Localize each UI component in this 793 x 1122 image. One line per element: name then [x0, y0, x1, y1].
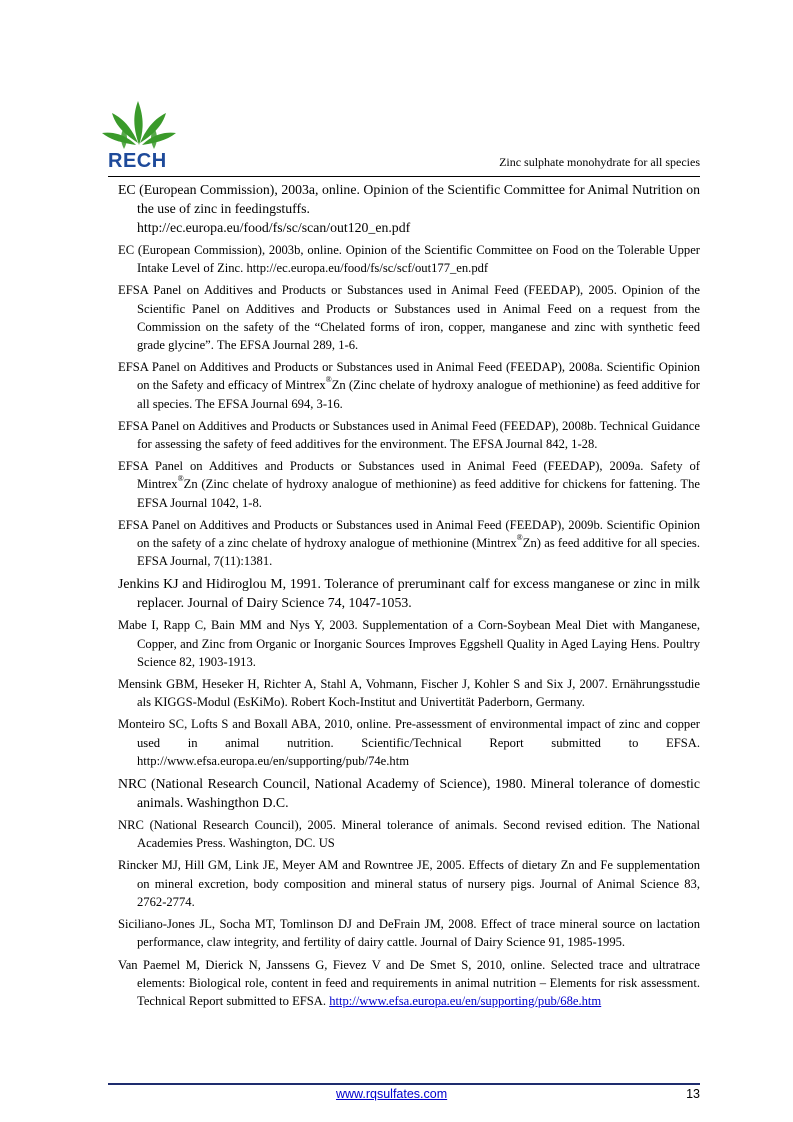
reference-text: Monteiro SC, Lofts S and Boxall ABA, 2010, online. Pre-assessment of environmental impact of zinc and copper used in animal nutrition. Scientific/Technical Report submitted to EFSA. http://www.efsa.europa.eu/en/supporting/pub/74e.htm — [118, 717, 700, 768]
reference-text: Zn (Zinc chelate of hydroxy analogue of methionine) as feed additive for all species. The EFSA Journal 694, 3-16. — [137, 378, 700, 411]
reference-text: Van Paemel M, Dierick N, Janssens G, Fievez V and De Smet S, 2010, online. Selected trace and ultratrace elements: Biological role, content in feed and requirements in animal nutrition – Elements for risk assessment. Technical Report submitted to EFSA. — [118, 957, 700, 1008]
reference-text: Rincker MJ, Hill GM, Link JE, Meyer AM and Rowntree JE, 2005. Effects of dietary Zn and Fe supplementation on mineral excretion, body composition and mineral status of nursery pigs. Journal of Animal Science 83, 2762-2774. — [118, 858, 700, 909]
reference-item — [118, 241, 700, 277]
reference-item — [118, 180, 700, 237]
reference-text: NRC (National Research Council), 2005. Mineral tolerance of animals. Second revised edition. The National Academies Press. Washington, DC. US — [118, 818, 700, 851]
reference-text: EC (European Commission), 2003a, online. Opinion of the Scientific Committee for Animal Nutrition on the use of zinc in feedingstuffs. — [118, 182, 700, 216]
reference-item — [118, 715, 700, 770]
registered-mark: ® — [177, 474, 184, 484]
reference-item — [118, 856, 700, 911]
reference-text: Mabe I, Rapp C, Bain MM and Nys Y, 2003. Supplementation of a Corn-Soybean Meal Diet with Manganese, Copper, and Zinc from Organic or Inorganic Sources Improves Eggshell Quality in Aged Laying Hens. Poultry Science 82, 1903-1913. — [118, 618, 700, 669]
reference-text: Zn) as feed additive for all species. EFSA Journal, 7(11):1381. — [137, 536, 700, 569]
reference-item — [118, 774, 700, 812]
logo-text: RECH — [108, 150, 167, 172]
registered-mark: ® — [516, 533, 523, 543]
page-header — [94, 95, 700, 173]
document-title: Zinc sulphate monohydrate for all species — [499, 155, 700, 169]
footer-divider — [108, 1083, 700, 1085]
reference-item — [118, 516, 700, 571]
reference-item — [118, 281, 700, 354]
reference-list — [118, 180, 700, 1014]
reference-text: Mensink GBM, Heseker H, Richter A, Stahl A, Vohmann, Fischer J, Kohler S and Six J, 2007. Ernährungsstudie als KIGGS-Modul (EsKiMo). Robert Koch-Institut and Univertität Paderborn, Germany. — [118, 677, 700, 710]
reference-url: http://ec.europa.eu/food/fs/sc/scan/out120_en.pdf — [137, 220, 411, 235]
reference-item — [118, 616, 700, 671]
reference-item — [118, 956, 700, 1011]
registered-mark: ® — [325, 375, 332, 385]
reference-item — [118, 816, 700, 852]
rech-logo — [94, 95, 184, 173]
reference-link[interactable]: http://www.efsa.europa.eu/en/supporting/pub/68e.htm — [329, 993, 602, 1008]
reference-item — [118, 457, 700, 512]
page-number: 13 — [686, 1087, 700, 1101]
reference-item — [118, 915, 700, 951]
reference-text: EFSA Panel on Additives and Products or Substances used in Animal Feed (FEEDAP), 2008b. Technical Guidance for assessing the safety of feed additives for the environment. The EFSA Journal 842, 1-28. — [118, 418, 700, 452]
leaf-logo-icon — [94, 95, 184, 155]
footer-website-link[interactable]: www.rqsulfates.com — [336, 1087, 448, 1101]
reference-item — [118, 675, 700, 711]
reference-text: EFSA Panel on Additives and Products or Substances used in Animal Feed (FEEDAP), 2005. Opinion of the Scientific Panel on Additives and Products or Substances used in Animal Feed on a request from the Commission on the safety of the “Chelated forms of iron, copper, manganese and zinc with synthetic feed grade glycine”. The EFSA Journal 289, 1-6. — [118, 283, 700, 353]
reference-item — [118, 574, 700, 612]
reference-text: EC (European Commission), 2003b, online. Opinion of the Scientific Committee on Food on the Tolerable Upper Intake Level of Zinc. http://ec.europa.eu/food/fs/sc/scf/out177_en.pdf — [118, 243, 700, 276]
reference-item — [118, 417, 700, 453]
reference-text: NRC (National Research Council, National Academy of Science), 1980. Mineral tolerance of domestic animals. Washingthon D.C. — [118, 776, 700, 811]
reference-text: Zn (Zinc chelate of hydroxy analogue of methionine) as feed additive for chickens for fattening. The EFSA Journal 1042, 1-8. — [137, 477, 700, 510]
reference-text: EFSA Panel on Additives and Products or Substances used in Animal Feed (FEEDAP), 2008a. Scientific Opinion on the Safety and efficacy of Mintrex — [118, 360, 700, 393]
header-divider — [108, 176, 700, 177]
reference-text: Siciliano-Jones JL, Socha MT, Tomlinson DJ and DeFrain JM, 2008. Effect of trace mineral source on lactation performance, claw integrity, and fertility of dairy cattle. Journal of Dairy Science 91, 1985-1995. — [118, 917, 700, 950]
reference-text: EFSA Panel on Additives and Products or Substances used in Animal Feed (FEEDAP), 2009a. Safety of Mintrex — [118, 459, 700, 492]
reference-text: EFSA Panel on Additives and Products or Substances used in Animal Feed (FEEDAP), 2009b. Scientific Opinion on the safety of a zinc chelate of hydroxy analogue of methionine (Mintrex — [118, 517, 700, 551]
reference-text: Jenkins KJ and Hidiroglou M, 1991. Tolerance of preruminant calf for excess manganese or zinc in milk replacer. Journal of Dairy Science 74, 1047-1053. — [118, 576, 700, 611]
reference-item — [118, 358, 700, 413]
